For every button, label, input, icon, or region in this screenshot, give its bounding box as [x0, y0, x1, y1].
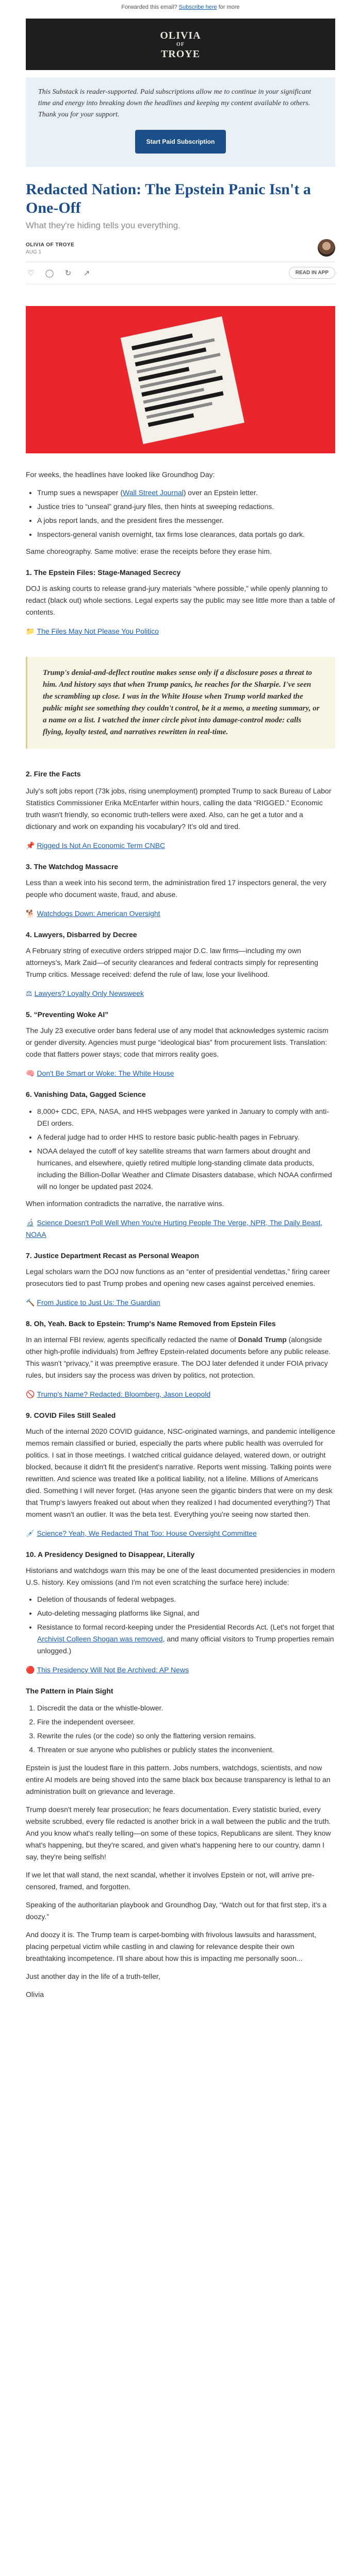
wsj-link[interactable]: Wall Street Journal: [123, 488, 184, 497]
dog-icon: 🐕: [26, 909, 35, 918]
source-link-line: [26, 1217, 335, 1241]
source-link-line: [26, 1528, 335, 1539]
paragraph: Speaking of the authoritarian playbook and Groundhog Day, “Watch out for that first step, it's a doozy.”: [26, 1901, 327, 1921]
article-body: [26, 469, 335, 2001]
list-item: 1. Discredit the data or the whistle-blower.: [37, 1702, 335, 1714]
paragraph: When information contradicts the narrative, the narrative wins.: [26, 1199, 224, 1208]
list-item: [37, 1621, 335, 1657]
section-heading: 5. “Preventing Woke AI”: [26, 1010, 109, 1019]
microscope-icon: 🔬: [26, 1218, 35, 1227]
byline: [26, 239, 335, 262]
logo-line-2: OF: [176, 42, 185, 47]
list-item: • Justice tries to “unseal” grand-jury files, then hints at sweeping redactions.: [37, 501, 335, 513]
list-item: 4. Threaten or sue anyone who publishes or publicly states the inconvenient.: [37, 1744, 335, 1756]
signoff: Olivia: [26, 1990, 44, 1998]
list-item: • Auto-deleting messaging platforms like Signal, and: [37, 1607, 335, 1619]
source-link-line: [26, 1067, 335, 1079]
publish-date: AUG 1: [26, 249, 42, 255]
source-link[interactable]: Science Doesn't Poll Well When You're Hurting People The Verge, NPR, The Daily Beast, NOAA: [26, 1218, 323, 1239]
publication-logo[interactable]: [155, 30, 206, 60]
source-link[interactable]: Science? Yeah, We Redacted That Too: House Oversight Committee: [37, 1529, 257, 1537]
list-text: Resistance to formal record-keeping under the Presidential Records Act. (Let's not forget that: [37, 1623, 335, 1631]
masthead: [26, 19, 335, 70]
section-heading: 7. Justice Department Recast as Personal Weapon: [26, 1251, 199, 1260]
list-text: ) over an Epstein letter.: [183, 488, 258, 497]
intro-box: [26, 77, 335, 167]
author-name[interactable]: OLIVIA OF TROYE: [26, 242, 75, 248]
source-link[interactable]: Watchdogs Down: American Oversight: [37, 909, 160, 918]
source-link-line: [26, 840, 335, 852]
section-heading: 4. Lawyers, Disbarred by Decree: [26, 930, 137, 939]
omissions-bullet-list: [26, 1594, 335, 1657]
pattern-steps-list: [26, 1702, 335, 1756]
list-item: • Deletion of thousands of federal webpages.: [37, 1594, 335, 1605]
paragraph-text: (alongside other high-profile individuals) from Jeffrey Epstein-related documents before any public release. This wasn't “privacy,” it was preemptive erasure. The DOJ later defended it under FOIA privacy rules, but insiders say the process was driven by politics, not protection.: [26, 1335, 331, 1379]
syringe-icon: 💉: [26, 1529, 35, 1537]
scales-icon: ⚖: [26, 989, 32, 997]
share-icon[interactable]: ↗: [83, 269, 90, 278]
list-item: • 8,000+ CDC, EPA, NASA, and HHS webpages were yanked in January to comply with anti-DEI orders.: [37, 1106, 335, 1129]
paragraph: And doozy it is. The Trump team is carpet-bombing with frivolous lawsuits and harassment, placing perpetual victim while castling in and clawing for relevance despite their own breathtaking incompetence. I'll share about how this is impacting me personally soon...: [26, 1930, 317, 1962]
source-link-line: [26, 1297, 335, 1309]
forwarded-suffix: for more: [218, 4, 240, 10]
folder-icon: 📁: [26, 627, 35, 635]
hero-image: [26, 306, 335, 453]
source-link[interactable]: This Presidency Will Not Be Archived: AP News: [37, 1666, 189, 1674]
list-text: , and many official visitors to Trump properties remain unlogged.): [37, 1635, 334, 1655]
list-item: • A jobs report lands, and the president fires the messenger.: [37, 515, 335, 527]
paragraph: Historians and watchdogs warn this may be one of the least documented presidencies in modern U.S. history. Key omissions (and I'm not even scratching the surface here) include:: [26, 1566, 335, 1586]
author-avatar[interactable]: [318, 239, 335, 257]
heart-icon[interactable]: ♡: [27, 269, 35, 278]
logo-line-1: OLIVIA: [160, 30, 201, 41]
list-item: • A federal judge had to order HHS to restore basic public-health pages in February.: [37, 1131, 335, 1143]
paragraph: DOJ is asking courts to release grand-jury materials “where possible,” while openly planning to redact (black out) whole sections. Legal experts say the public may see little more than a table of contents.: [26, 584, 335, 616]
source-link-line: [26, 1664, 335, 1676]
paragraph: Epstein is just the loudest flare in this pattern. Jobs numbers, watchdogs, scientists, and now entire AI models are being shoved into the same black box because transparency is lethal to an administration built on grievance and leverage.: [26, 1764, 331, 1795]
section-heading: 3. The Watchdog Massacre: [26, 862, 119, 871]
stop-icon: 🚫: [26, 1390, 35, 1398]
paragraph: A February string of executive orders stripped major D.C. law firms—including my own attorneys’s, Mark Zaid—of security clearances and federal contracts simply for representing Trump critics. Message received: defend the rule of law, lose your livelihood.: [26, 946, 318, 978]
archivist-link[interactable]: Archivist Colleen Shogan was removed: [37, 1635, 163, 1643]
article-title[interactable]: Redacted Nation: The Epstein Panic Isn't a One-Off: [26, 181, 311, 216]
data-bullet-list: [26, 1106, 335, 1193]
redacted-paper: [121, 317, 244, 444]
section-heading: 8. Oh, Yeah. Back to Epstein: Trump's Name Removed from Epstein Files: [26, 1319, 276, 1328]
source-link[interactable]: From Justice to Just Us: The Guardian: [37, 1298, 160, 1307]
pull-quote: Trump's denial-and-deflect routine makes sense only if a disclosure poses a threat to him. And history says that when Trump panics, he reaches for the Sharpie. I've seen the scrambling up close. I was in the White House when Trump world marked the public might see something they couldn't control, be it a memo, a meeting summary, or a name on a list. I watched the inner circle pivot into damage-control mode: calls flying, loyalty tested, and narratives rewritten in real-time.: [26, 657, 335, 749]
action-bar: [26, 262, 335, 284]
paragraph: Trump doesn't merely fear prosecution; he fears documentation. Every statistic buried, every website scrubbed, every file redacted is another brick in a wall between the public and the truth. And you know what's really telling—on some of these topics, Republicans are silent. They know what's happening, but they're scared, and given what's happening here to our country, damn I say, they're being selfish!: [26, 1805, 331, 1861]
intro-bullet-list: [26, 487, 335, 540]
forwarded-text: Forwarded this email?: [121, 4, 177, 10]
paragraph: Same choreography. Same motive: erase the receipts before they erase him.: [26, 547, 272, 555]
red-circle-icon: 🔴: [26, 1666, 35, 1674]
list-item: 2. Fire the independent overseer.: [37, 1716, 335, 1728]
restack-icon[interactable]: ↻: [64, 269, 72, 278]
brain-icon: 🧠: [26, 1069, 35, 1077]
source-link-line: [26, 1388, 335, 1400]
paragraph: Just another day in the life of a truth-teller,: [26, 1972, 160, 1980]
list-item: • Inspectors-general vanish overnight, tax firms lose clearances, data portals go dark.: [37, 529, 335, 540]
paragraph: If we let that wall stand, the next scandal, whether it involves Epstein or not, will arrive pre-censored, framed, and forgotten.: [26, 1871, 315, 1891]
section-heading: 9. COVID Files Still Sealed: [26, 1411, 116, 1419]
start-paid-subscription-button[interactable]: Start Paid Subscription: [135, 130, 226, 154]
source-link-line: [26, 988, 335, 999]
list-item: • NOAA delayed the cutoff of key satellite streams that warn farmers about drought and hurricanes, and elsewhere, quietly retired multiple long-standing climate data products, including the Billion-Dollar Weather and Climate Disasters database, which NOAA confirmed will no longer be updated past 2024.: [37, 1145, 335, 1193]
source-link[interactable]: Don't Be Smart or Woke: The White House: [37, 1069, 174, 1077]
article-subtitle: What they're hiding tells you everything.: [26, 221, 180, 230]
section-heading: The Pattern in Plain Sight: [26, 1687, 113, 1695]
paragraph: July's soft jobs report (73k jobs, rising unemployment) prompted Trump to sack Bureau of Labor Statistics Commissioner Erika McEntarfer within hours, calling the data “RIGGED.” Economic truth wasn't friendly, so economic truth-tellers were axed. Also, can he get a tutor and a dictionary and work on expanding his vocabulary? It's old and tired.: [26, 787, 332, 831]
source-link-line: [26, 908, 335, 920]
source-link[interactable]: Lawyers? Loyalty Only Newsweek: [34, 989, 144, 997]
list-text: Trump sues a newspaper (: [37, 488, 123, 497]
subscribe-link[interactable]: Subscribe here: [178, 4, 217, 10]
source-link[interactable]: Trump's Name? Redacted: Bloomberg, Jason Leopold: [37, 1390, 211, 1398]
gavel-icon: 🔨: [26, 1298, 35, 1307]
section-heading: 6. Vanishing Data, Gagged Science: [26, 1090, 146, 1098]
paragraph: Less than a week into his second term, the administration fired 17 inspectors general, the very people who document waste, fraud, and abuse.: [26, 878, 326, 899]
source-link[interactable]: The Files May Not Please You Politico: [37, 627, 159, 635]
paragraph: Much of the internal 2020 COVID guidance, NSC-originated warnings, and pandemic intelligence memos remain classified or buried, especially the parts where public health was overruled for politics. I sat in those meetings. I watched critical guidance delayed, watered down, or outright blocked, because it didn't fit the president's narrative. Reports went missing. Talking points were rewritten. And science was treated like a political liability, not a lifeline. Millions of Americans died. Something I will never forget. (Has anyone seen the gigantic binders that were on my desk that Trump's lawyers freaked out about when they realized I had documented everything?) That moment wasn't an outlier. It was the beta test. Everything you're seeing now started then.: [26, 1427, 336, 1518]
redacted-document-illustration: [26, 306, 335, 453]
section-heading: 1. The Epstein Files: Stage-Managed Secrecy: [26, 568, 181, 577]
paragraph: Legal scholars warn the DOJ now functions as an “enter of presidential vendettas,” firing career prosecutors tied to past Trump probes and opening new cases against perceived enemies.: [26, 1267, 330, 1287]
logo-line-3: TROYE: [160, 48, 201, 60]
comment-icon[interactable]: ◯: [45, 269, 54, 278]
list-item: [37, 487, 335, 499]
section-heading: 10. A Presidency Designed to Disappear, Literally: [26, 1550, 195, 1558]
source-link-line: [26, 625, 335, 637]
list-item: 3. Rewrite the rules (or the code) so only the flattering version remains.: [37, 1730, 335, 1742]
forwarded-bar: [0, 0, 361, 15]
pushpin-icon: 📌: [26, 841, 35, 850]
bold-name: Donald Trump: [238, 1335, 287, 1344]
source-link[interactable]: Rigged Is Not An Economic Term CNBC: [37, 841, 166, 850]
paragraph: The July 23 executive order bans federal use of any model that acknowledges systemic racism or gender diversity. Agencies must purge “ideological bias” from procurement lists. Translation: code that flatters power stays; code that mirrors reality goes.: [26, 1026, 329, 1058]
intro-text: This Substack is reader-supported. Paid subscriptions allow me to continue in your significant time and energy into breaking down the headlines and keeping my content available to others. Thank you for your support.: [38, 88, 311, 118]
read-in-app-button[interactable]: READ IN APP: [289, 267, 335, 279]
section-heading: 2. Fire the Facts: [26, 770, 81, 778]
paragraph: For weeks, the headlines have looked like Groundhog Day:: [26, 470, 215, 479]
paragraph: [26, 1334, 335, 1381]
paragraph-text: In an internal FBI review, agents specifically redacted the name of: [26, 1335, 238, 1344]
